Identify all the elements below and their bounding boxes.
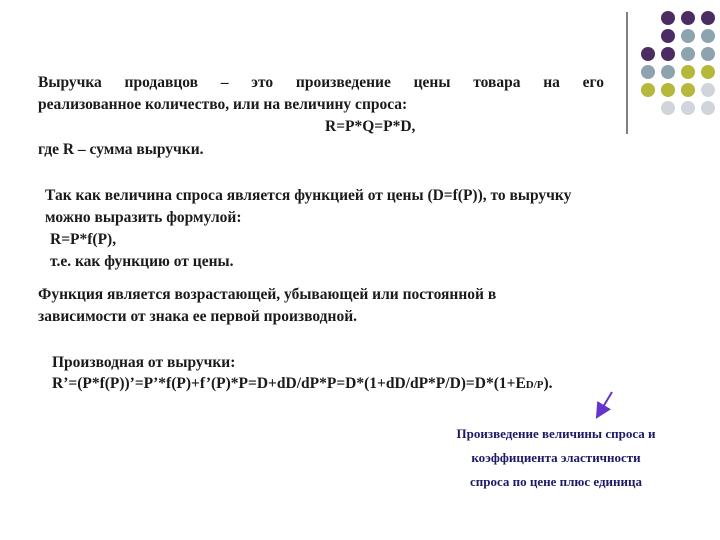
para1-word: продавцов [124, 74, 199, 91]
para4-line1: Производная от выручки: [52, 354, 236, 371]
decor-dot [661, 83, 675, 97]
para1-word: цены [413, 74, 451, 91]
decor-dot [701, 11, 715, 25]
note-line2: коэффициента эластичности [471, 450, 641, 465]
derivative-formula [52, 373, 553, 396]
para1-word: на [543, 74, 560, 91]
para1-formula: R=P*Q=P*D, [325, 118, 416, 135]
para2-formula: R=P*f(P), [50, 231, 117, 248]
derivative-formula-end: ). [543, 375, 553, 392]
decor-dot [641, 65, 655, 79]
para2-line2: можно выразить формулой: [45, 209, 242, 226]
decor-dot [681, 101, 695, 115]
decor-dot [681, 29, 695, 43]
note-line1: Произведение величины спроса и [456, 426, 656, 441]
para1-line1 [38, 72, 604, 93]
annotation-note [425, 422, 687, 494]
decor-dot [701, 29, 715, 43]
para3-line1: Функция является возрастающей, убывающей или постоянной в [38, 286, 497, 303]
decor-dot [661, 101, 675, 115]
decor-dot [661, 65, 675, 79]
decor-dot [701, 83, 715, 97]
decor-dot [661, 11, 675, 25]
para1-word: его [582, 74, 604, 91]
decor-dot [701, 65, 715, 79]
para1-word: произведение [295, 74, 391, 91]
note-line3: спроса по цене плюс единица [469, 474, 643, 489]
para1-word: товара [473, 74, 521, 91]
para1-line4: где R – сумма выручки. [38, 141, 204, 158]
para3-line2: зависимости от знака ее первой производной. [38, 308, 357, 325]
decor-dot [661, 29, 675, 43]
elasticity-subscript: D/P [525, 379, 544, 391]
para2-line1: Так как величина спроса является функцией от цены (D=f(P)), то выручку [45, 187, 572, 204]
decor-dot [681, 11, 695, 25]
para1-word: это [251, 74, 274, 91]
annotation-arrow-icon [590, 388, 630, 420]
decor-dot [641, 83, 655, 97]
decor-dot [681, 65, 695, 79]
para1-line2: реализованное количество, или на величину спроса: [38, 96, 408, 113]
decor-dot [701, 47, 715, 61]
para1-word: Выручка [38, 74, 102, 91]
derivative-formula-main: R’=(P*f(P))’=P’*f(P)+f’(P)*P=D+dD/dP*P=D*(1+dD/dP*P/D)=D*(1+E [52, 375, 526, 392]
para2-line4: т.е. как функцию от цены. [50, 253, 234, 270]
para1-word: – [220, 74, 229, 91]
decor-dot [681, 47, 695, 61]
decorative-dot-grid [638, 10, 718, 120]
decorative-vertical-line [626, 12, 628, 134]
decor-dot [681, 83, 695, 97]
decor-dot [661, 47, 675, 61]
decor-dot [701, 101, 715, 115]
decor-dot [641, 47, 655, 61]
